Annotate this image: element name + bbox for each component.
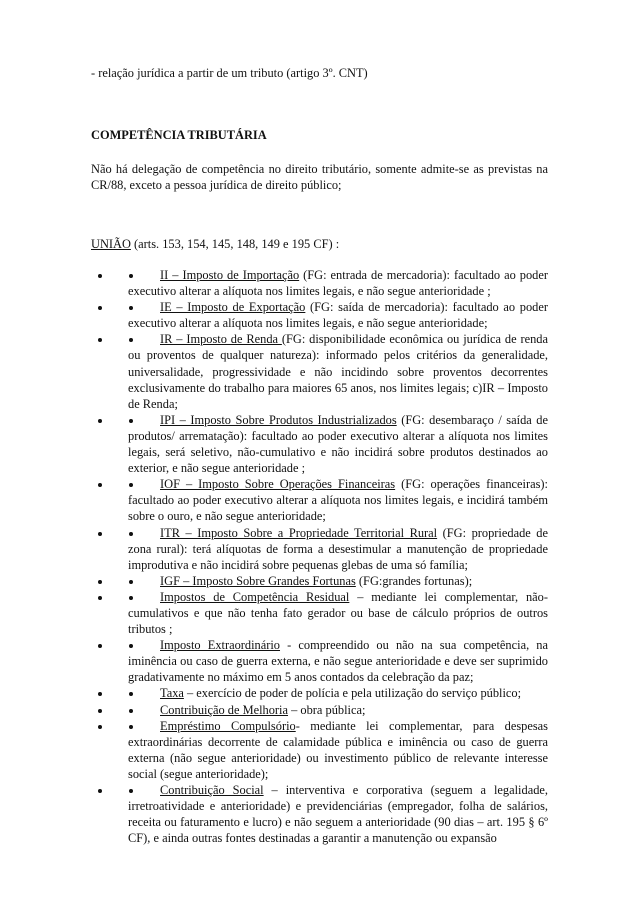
tax-description: (FG: disponibilidade econômica ou jurídica de renda ou proventos de qualquer natureza): informado pelos critérios da generalidade, universalidade, progressividade e não incidindo sobre proventos decorrentes exclusivamente do trabalho para maiores 65 anos, nos limites legais; c)IR – Imposto de Renda; bbox=[128, 332, 548, 411]
list-item-text bbox=[128, 637, 548, 685]
list-item-text bbox=[128, 718, 548, 782]
tax-name: ITR – Imposto Sobre a Propriedade Territorial Rural bbox=[160, 525, 438, 540]
tax-description: - compreendido ou não na sua competência, na iminência ou caso de guerra externa, e não segue anterioridade e deve ser suprimido gradativamente no máximo em 5 anos contados da celebração da paz; bbox=[128, 638, 548, 685]
list-item bbox=[91, 589, 548, 637]
tax-description: – mediante lei complementar, não-cumulativos e que não tenha fato gerador ou base de cálculo próprios de outros tributos ; bbox=[128, 589, 548, 637]
bullet-icon bbox=[129, 580, 133, 584]
tax-name: IR – Imposto de Renda bbox=[160, 332, 282, 347]
list-item-text bbox=[128, 685, 548, 701]
list-item bbox=[91, 267, 548, 299]
list-item-text bbox=[128, 702, 548, 718]
bullet-icon bbox=[129, 419, 133, 423]
list-item bbox=[91, 702, 548, 718]
bullet-icon bbox=[98, 419, 102, 423]
bullet-icon bbox=[98, 306, 102, 310]
list-item bbox=[91, 685, 548, 701]
uniao-label: UNIÃO bbox=[91, 237, 131, 251]
bullet-icon bbox=[129, 709, 133, 713]
bullet-icon bbox=[98, 483, 102, 487]
list-item-text bbox=[128, 525, 548, 573]
tax-description: - mediante lei complementar, para despesas extraordinárias decorrente de calamidade pública e iminência ou caso de guerra externa (não segue anterioridade) ou investimento público de relevante interesse social (segue anterioridade); bbox=[128, 718, 548, 781]
list-item bbox=[91, 476, 548, 524]
list-item-text bbox=[128, 573, 548, 589]
list-item-text bbox=[128, 299, 548, 331]
tax-description: (FG: saída de mercadoria): facultado ao poder executivo alterar a alíquota nos limites legais, e não segue anterioridade; bbox=[128, 300, 548, 331]
bullet-icon bbox=[98, 725, 102, 729]
tax-name: Contribuição de Melhoria bbox=[160, 702, 289, 717]
tax-description: (FG:grandes fortunas); bbox=[355, 573, 473, 588]
tax-list bbox=[91, 267, 548, 846]
bullet-icon bbox=[129, 789, 133, 793]
bullet-icon bbox=[98, 580, 102, 584]
tax-name: IPI – Imposto Sobre Produtos Industrializados bbox=[160, 412, 397, 427]
bullet-icon bbox=[129, 274, 133, 278]
tax-name: Impostos de Competência Residual bbox=[160, 589, 350, 604]
list-item bbox=[91, 331, 548, 411]
bullet-icon bbox=[98, 274, 102, 278]
tax-name: IE – Imposto de Exportação bbox=[160, 300, 306, 315]
bullet-icon bbox=[98, 644, 102, 648]
tax-name: Contribuição Social bbox=[160, 783, 264, 797]
section-paragraph: Não há delegação de competência no direito tributário, somente admite-se as previstas na CR/88, exceto a pessoa jurídica de direito público; bbox=[91, 162, 548, 193]
tax-description: (FG: propriedade de zona rural): terá alíquotas de forma a desestimular a manutenção de propriedade improdutiva e não incidirá sobre pequenas glebas de uma só família; bbox=[128, 525, 548, 572]
tax-description: – obra pública; bbox=[288, 702, 366, 717]
tax-description: (FG: operações financeiras): facultado ao poder executivo alterar a alíquota nos limites legais, e incidirá também sobre o ouro, e não segue anterioridade; bbox=[128, 477, 548, 524]
list-item-text bbox=[128, 331, 548, 411]
tax-description: – interventiva e corporativa (seguem a legalidade, irretroatividade e anterioridade) e previdenciárias (empregador, folha de salários, receita ou faturamento e lucro) e não seguem a anterioridade (90 dias – art. 195 § 6º CF), e ainda outras fontes destinadas a garantir a manutenção ou expansão bbox=[128, 783, 548, 846]
tax-description: (FG: desembaraço / saída de produtos/ arrematação): facultado ao poder executivo alterar a alíquota nos limites legais, será seletivo, não-cumulativo e não incidirá sobre produtos destinados ao exterior, e não segue anterioridade ; bbox=[128, 412, 548, 476]
bullet-icon bbox=[98, 338, 102, 342]
list-item-text bbox=[128, 412, 548, 476]
tax-name: Empréstimo Compulsório bbox=[160, 718, 296, 733]
tax-name: IOF – Imposto Sobre Operações Financeiras bbox=[160, 477, 396, 492]
bullet-icon bbox=[98, 709, 102, 713]
intro-line: - relação jurídica a partir de um tributo (artigo 3º. CNT) bbox=[91, 66, 368, 80]
tax-name: Imposto Extraordinário bbox=[160, 638, 281, 653]
list-item-text bbox=[128, 267, 548, 299]
list-item bbox=[91, 718, 548, 782]
list-item bbox=[91, 412, 548, 476]
tax-name: Taxa bbox=[160, 686, 184, 701]
list-item bbox=[91, 299, 548, 331]
list-item bbox=[91, 573, 548, 589]
tax-name: IGF – Imposto Sobre Grandes Fortunas bbox=[160, 573, 356, 588]
bullet-icon bbox=[98, 596, 102, 600]
uniao-line bbox=[91, 236, 548, 252]
bullet-icon bbox=[98, 692, 102, 696]
list-item bbox=[91, 782, 548, 846]
bullet-icon bbox=[98, 532, 102, 536]
tax-description: (FG: entrada de mercadoria): facultado ao poder executivo alterar a alíquota nos limites legais, e não segue anterioridade ; bbox=[128, 268, 548, 299]
bullet-icon bbox=[129, 725, 133, 729]
list-item-text bbox=[128, 589, 548, 637]
bullet-icon bbox=[129, 532, 133, 536]
list-item-text bbox=[128, 476, 548, 524]
list-item bbox=[91, 525, 548, 573]
list-item bbox=[91, 637, 548, 685]
bullet-icon bbox=[98, 789, 102, 793]
list-item-text bbox=[128, 782, 548, 846]
uniao-articles: (arts. 153, 154, 145, 148, 149 e 195 CF) : bbox=[130, 237, 340, 251]
tax-name: II – Imposto de Importação bbox=[160, 268, 300, 282]
tax-description: – exercício de poder de polícia e pela utilização do serviço público; bbox=[183, 686, 522, 701]
section-heading: COMPETÊNCIA TRIBUTÁRIA bbox=[91, 128, 267, 142]
bullet-icon bbox=[129, 596, 133, 600]
